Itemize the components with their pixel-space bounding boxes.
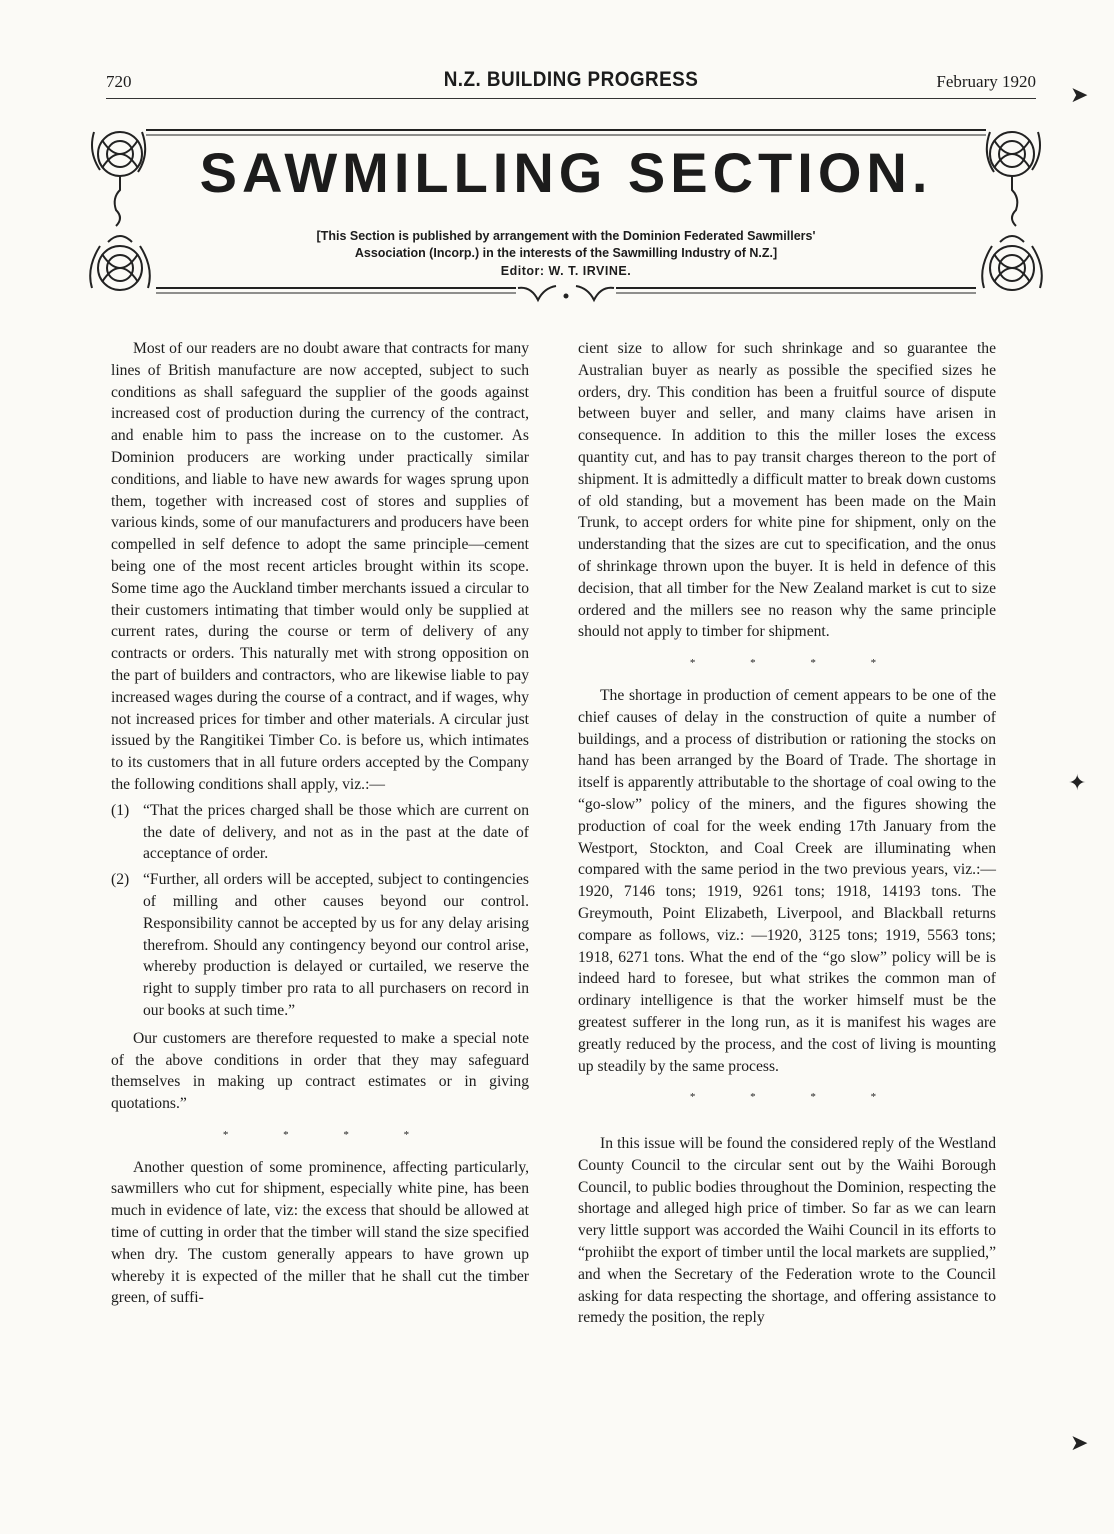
editor-credit: Editor: W. T. IRVINE. (500, 264, 632, 278)
condition-number: (2) (111, 871, 130, 889)
condition-number: (1) (111, 801, 130, 819)
paragraph: Most of our readers are no doubt aware that contracts for many lines of British manufacture are now accepted, subject to such conditions as shall safeguard the supplier of the goods against increased cost of production during the currency of the contract, and enable him to pass the increase on to the customer. As Dominion producers are working under practically similar conditions, and liable to have new awards for wages sprung upon them, together with increased cost of stores and supplies of various kinds, some of our manufacturers and producers have been compelled in self defence to adopt the same principle—cement being one of the most recent articles brought within its scope. Some time ago the Auckland timber merchants issued a circular to their customers intimating that timber would only be supplied at current rates, during the course or term of delivery of any contracts or orders. This naturally met with strong opposition on the part of builders and contractors, who are likewise liable to pay increased wages during the course of a contract, and if wages, why not increased prices for timber and other materials. A circular just issued by the Rangitikei Timber Co. is before us, which intimates to its customers that in all future orders accepted by the Company the following conditions shall apply, viz.:— (111, 340, 529, 793)
section-note-line: [This Section is published by arrangement with the Dominion Federated Sawmillers' (316, 229, 816, 243)
paragraph: The shortage in production of cement appears to be one of the chief causes of delay in the construction of quite a number of buildings, and a process of distribution or rationing the stocks on hand has been arranged by the Board of Trade. The shortage in itself is apparently attributable to the shortage of coal owing to the “go-slow” policy of the miners, and the figures showing the production of coal for the week ending 17th January from the Westport, Stockton, and Coal Creek are illuminating when compared with the same period in the two previous years, viz.:—1920, 7146 tons; 1919, 9261 tons; 1918, 14193 tons. The Greymouth, Point Elizabeth, Liverpool, and Blackball returns compare as follows, viz.: —1920, 3125 tons; 1919, 5563 tons; 1918, 6271 tons. What the end of the “go slow” policy will be is indeed hard to foresee, but what strikes the common man of ordinary intelligence is that the worker himself must be the greatest sufferer in the long run, as it is manifest his wages are greatly reduced by the process, and the cost of living is mounting up steadily by the same process. (578, 686, 996, 1075)
journal-title: N.Z. BUILDING PROGRESS (443, 68, 699, 91)
margin-mark-icon: ➤ (1070, 1430, 1089, 1455)
section-note (236, 228, 896, 262)
issue-date: February 1920 (936, 72, 1036, 91)
section-note-line: Association (Incorp.) in the interests of the Sawmilling Industry of N.Z.] (354, 246, 778, 260)
article-column-left (111, 338, 529, 1309)
paragraph: Our customers are therefore requested to make a special note of the above conditions in order that they may safeguard themselves in making up contract estimates or in giving quotations.” (111, 1029, 529, 1113)
spacer (578, 1119, 996, 1133)
page-number: 720 (106, 72, 132, 91)
running-head (106, 68, 1036, 99)
section-divider: * * * * (222, 1128, 436, 1141)
article-column-right (578, 338, 996, 1329)
paragraph: Another question of some prominence, affecting particularly, sawmillers who cut for shipment, especially white pine, has been much in evidence of late, viz: the excess that should be allowed at time of cutting in order that the timber will stand the size specified when dry. The custom generally appears to have grown up whereby it is expected of the miller that he shall cut the timber green, of suffi- (111, 1158, 529, 1307)
condition-item (111, 800, 529, 865)
conditions-list (111, 800, 529, 1022)
paragraph: In this issue will be found the considered reply of the Westland County Council to the circular sent out by the Waihi Borough Council, to public bodies throughout the Dominion, respecting the shortage and alleged high price of timber. So far as we can learn very little support was accorded the Waihi Council in its efforts to “prohiibt the export of timber until the local markets are supplied,” and when the Secretary of the Federation wrote to the Council asking for data respecting the shortage, and offering assistance to remedy the position, the reply (578, 1135, 996, 1327)
margin-mark-icon: ➤ (1070, 82, 1089, 107)
section-banner (86, 118, 1046, 318)
condition-item (111, 869, 529, 1022)
condition-text: “Further, all orders will be accepted, subject to contingencies of milling and other causes beyond our control. Responsibility cannot be accepted by us for any delay arising therefrom. Should any contingency beyond our control arise, whereby production is delayed or curtailed, we reserve the right to supply timber pro rata to all purchasers on record in our books at such time.” (143, 871, 529, 1019)
section-divider: * * * * (689, 1091, 903, 1104)
margin-mark-icon: ✦ (1068, 770, 1087, 795)
section-divider: * * * * (689, 657, 903, 670)
section-title: SAWMILLING SECTION. (199, 141, 933, 204)
condition-text: “That the prices charged shall be those which are current on the date of delivery, and not as in the past at the date of acceptance of order. (143, 801, 529, 863)
paragraph: cient size to allow for such shrinkage and so guarantee the Australian buyer as nearly as possible the specified sizes he orders, dry. This condition has been a fruitful source of dispute between buyer and seller, and many claims have arisen in consequence. In addition to this the miller loses the excess quantity cut, and has to pay transit charges thereon to the port of shipment. It is admittedly a difficult matter to break down customs of old standing, but a movement has been made on the Main Trunk, to accept orders for white pine for shipment, only on the understanding that the sizes are cut to specification, and the onus of shrinkage thrown upon the buyer. It is held in defence of this decision, that all timber for the New Zealand market is cut to size ordered and the millers see no reason why the same principle should not apply to timber for shipment. (578, 340, 996, 641)
